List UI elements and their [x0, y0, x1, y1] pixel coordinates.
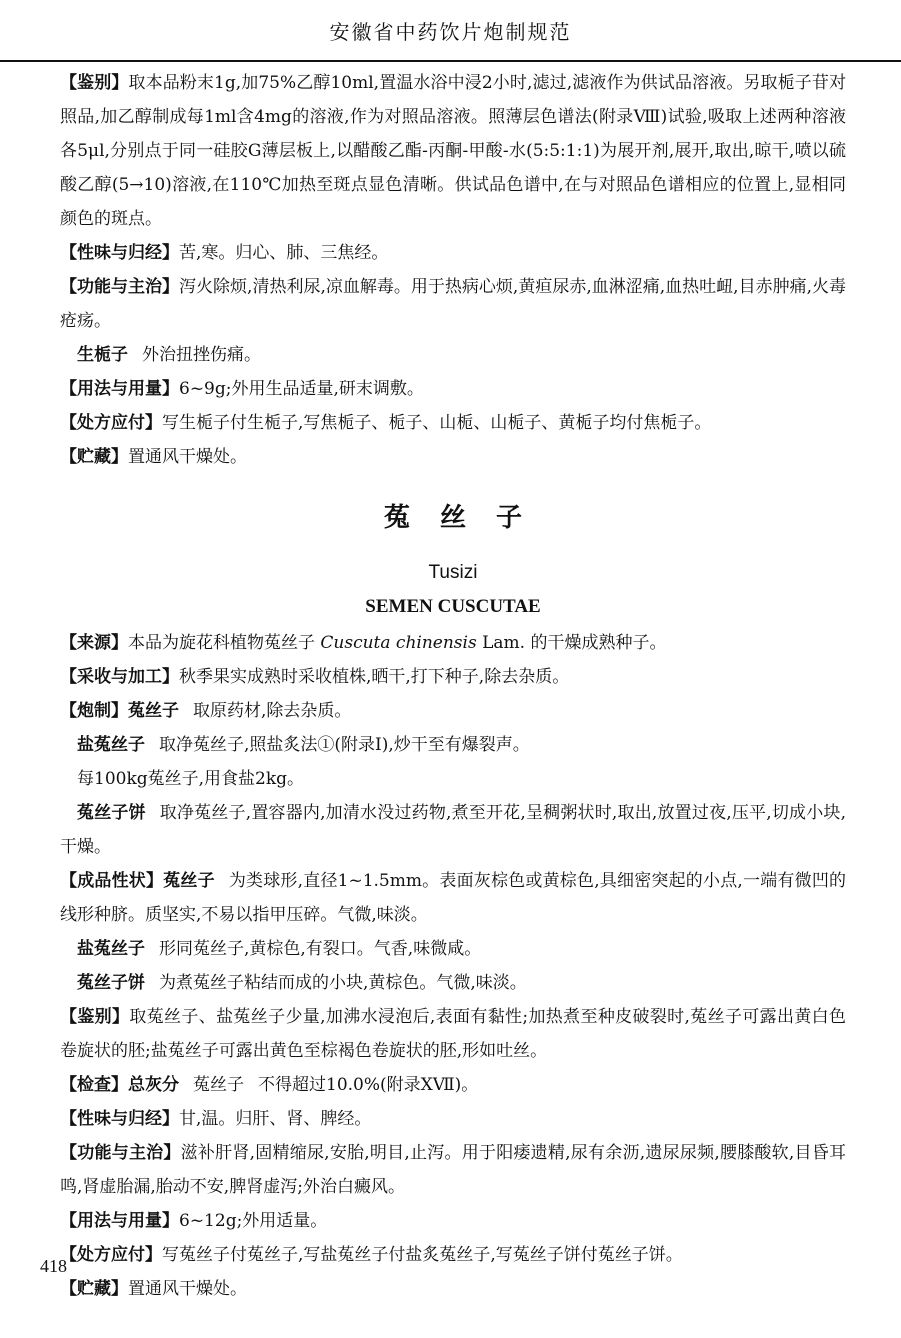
sub-label: 菟丝子饼 [77, 803, 146, 823]
section-text: 菟丝子 [193, 1075, 244, 1095]
section-text: 取菟丝子、盐菟丝子少量,加沸水浸泡后,表面有黏性;加热煮至种皮破裂时,菟丝子可露出黄白色卷旋状的胚;盐菟丝子可露出黄色至棕褐色卷旋状的胚,形如吐丝。 [60, 1007, 847, 1061]
section-label: 【用法与用量】 [60, 379, 179, 399]
sub-label: 菟丝子 [163, 871, 215, 891]
section-label: 【性味与归经】 [60, 243, 179, 263]
section-text: 苦,寒。归心、肺、三焦经。 [179, 243, 389, 263]
entry-collection [60, 660, 846, 694]
entry-inspection [60, 1068, 846, 1102]
entry-identification [60, 1000, 846, 1068]
sub-label: 盐菟丝子 [77, 939, 145, 959]
processing-salt-note: 每100kg菟丝子,用食盐2kg。 [77, 769, 305, 789]
section-text: 置通风干燥处。 [128, 447, 247, 467]
entry-title-latin: SEMEN CUSCUTAE [365, 596, 541, 617]
section-label: 【处方应付】 [60, 1245, 162, 1265]
section-text: 秋季果实成熟时采收植株,晒干,打下种子,除去杂质。 [179, 667, 570, 687]
prev-identification [60, 66, 846, 236]
section-text: 取原药材,除去杂质。 [193, 701, 352, 721]
prev-prescription [60, 406, 846, 440]
section-text: 置通风干燥处。 [128, 1279, 247, 1299]
section-label: 【贮藏】 [60, 447, 128, 467]
section-label: 【性味与归经】 [60, 1109, 179, 1129]
entry-prescription [60, 1238, 846, 1272]
section-text: 甘,温。归肝、肾、脾经。 [179, 1109, 372, 1129]
characters-salt [60, 932, 846, 966]
prev-function [60, 270, 846, 338]
section-text: 泻火除烦,清热利尿,凉血解毒。用于热病心烦,黄疸尿赤,血淋涩痛,血热吐衄,目赤肿痛,火毒疮疡。 [60, 277, 847, 331]
section-label: 【鉴别】 [60, 73, 129, 93]
sub-label: 菟丝子 [128, 701, 179, 721]
sub-label: 生栀子 [77, 345, 128, 365]
entry-storage [60, 1272, 846, 1306]
section-text: 外治扭挫伤痛。 [142, 345, 261, 365]
section-label: 【鉴别】 [60, 1007, 130, 1027]
prev-storage [60, 440, 846, 474]
section-text: 写生栀子付生栀子,写焦栀子、栀子、山栀、山栀子、黄栀子均付焦栀子。 [162, 413, 712, 433]
section-text: 本品为旋花科植物菟丝子 [128, 633, 315, 653]
section-label: 【采收与加工】 [60, 667, 179, 687]
section-label: 【炮制】 [60, 701, 128, 721]
processing-cake [60, 796, 846, 864]
section-label: 【处方应付】 [60, 413, 162, 433]
characters-cake [60, 966, 846, 1000]
section-text: 6~12g;外用适量。 [179, 1211, 328, 1231]
section-label: 【贮藏】 [60, 1279, 128, 1299]
section-text: 6~9g;外用生品适量,研末调敷。 [179, 379, 424, 399]
prev-raw-use [60, 338, 846, 372]
section-label: 【来源】 [60, 633, 128, 653]
entry-characters [60, 864, 846, 932]
section-text: 形同菟丝子,黄棕色,有裂口。气香,味微咸。 [159, 939, 482, 959]
entry-function [60, 1136, 846, 1204]
section-label: 【成品性状】 [60, 871, 164, 891]
prev-dosage [60, 372, 846, 406]
section-label: 【功能与主治】 [60, 277, 180, 297]
entry-title-chinese: 菟丝子 [383, 503, 552, 533]
section-text: 取本品粉末1g,加75%乙醇10ml,置温水浴中浸2小时,滤过,滤液作为供试品溶液。另取栀子苷对照品,加乙醇制成每1ml含4mg的溶液,作为对照品溶液。照薄层色谱法(附录Ⅷ)试验,吸取上述两种溶液各5μl,分别点于同一硅胶G薄层板上,以醋酸乙酯-丙酮-甲酸-水(5:5:1:1)为展开剂,展开,取出,晾干,喷以硫酸乙醇(5→10)溶液,在110℃加热至斑点显色清晰。供试品色谱中,在与对照品色谱相应的位置上,显相同颜色的斑点。 [60, 73, 847, 229]
page-number: 418 [40, 1256, 67, 1276]
species-name: Cuscuta chinensis [320, 633, 477, 653]
section-text: 取净菟丝子,照盐炙法①(附录Ⅰ),炒干至有爆裂声。 [159, 735, 530, 755]
section-text: 取净菟丝子,置容器内,加清水没过药物,煮至开花,呈稠粥状时,取出,放置过夜,压平,切成小块,干燥。 [60, 803, 846, 857]
entry-dosage [60, 1204, 846, 1238]
section-label: 【用法与用量】 [60, 1211, 179, 1231]
section-text: 不得超过10.0%(附录ⅩⅦ)。 [258, 1075, 479, 1095]
entry-nature [60, 1102, 846, 1136]
sub-label: 总灰分 [128, 1075, 179, 1095]
prev-nature [60, 236, 846, 270]
section-text: 写菟丝子付菟丝子,写盐菟丝子付盐炙菟丝子,写菟丝子饼付菟丝子饼。 [162, 1245, 683, 1265]
section-text: Lam. 的干燥成熟种子。 [482, 633, 667, 653]
running-header [0, 0, 901, 62]
section-label: 【检查】 [60, 1075, 128, 1095]
sub-label: 盐菟丝子 [77, 735, 145, 755]
section-text: 滋补肝肾,固精缩尿,安胎,明目,止泻。用于阳痿遗精,尿有余沥,遗尿尿频,腰膝酸软,目昏耳鸣,肾虚胎漏,胎动不安,脾肾虚泻;外治白癜风。 [60, 1143, 847, 1197]
sub-label: 菟丝子饼 [77, 973, 145, 993]
section-text: 为煮菟丝子粘结而成的小块,黄棕色。气微,味淡。 [159, 973, 527, 993]
page-body [60, 66, 846, 1306]
section-text: 为类球形,直径1~1.5mm。表面灰棕色或黄棕色,具细密突起的小点,一端有微凹的线形种脐。质坚实,不易以指甲压碎。气微,味淡。 [60, 871, 847, 925]
entry-source [60, 626, 846, 660]
entry-processing [60, 694, 846, 728]
processing-salt [60, 728, 846, 762]
section-label: 【功能与主治】 [60, 1143, 181, 1163]
entry-title-pinyin: Tusizi [428, 562, 478, 583]
running-title: 安徽省中药饮片炮制规范 [329, 19, 572, 44]
